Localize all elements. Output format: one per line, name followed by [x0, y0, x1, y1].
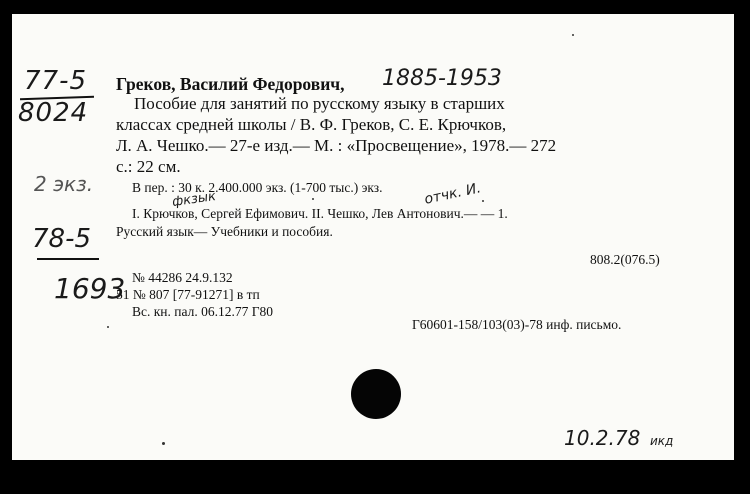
- price-line: В пер. : 30 к. 2.400.000 экз. (1-700 тыс.) экз.: [132, 180, 383, 195]
- scan-speck: [572, 34, 574, 36]
- scan-speck: [312, 198, 314, 200]
- order-line: Г60601-158/103(03)-78 инф. письмо.: [412, 317, 622, 332]
- inventory-bottom: 1693: [54, 272, 126, 305]
- annotation-1: фкзык: [171, 189, 217, 210]
- punch-hole: [351, 369, 401, 419]
- bottom-date: 10.2.78: [564, 426, 641, 450]
- author-heading: Греков, Василий Федорович,: [116, 74, 345, 94]
- record-line-1: № 44286 24.9.132: [132, 270, 233, 285]
- title-line-3: Л. А. Чешко.— 27-е изд.— М. : «Просвещение», 1978.— 272: [116, 136, 557, 155]
- author-years: 1885-1953: [382, 66, 502, 91]
- tracings-line-2: Русский язык— Учебники и пособия.: [116, 224, 333, 239]
- tracings-line-1: I. Крючков, Сергей Ефимович. II. Чешко, Лев Антонович.— — 1.: [132, 206, 508, 221]
- title-line-1: Пособие для занятий по русскому языку в старших: [134, 94, 505, 113]
- call-number-bottom: 8024: [18, 98, 89, 128]
- inventory-top: 78-5: [32, 224, 92, 254]
- catalog-card: [12, 14, 734, 460]
- scan-speck: [482, 200, 484, 202]
- title-line-2: классах средней школы / В. Ф. Греков, С. Е. Крючков,: [116, 115, 507, 134]
- call-number-top: 77-5: [24, 66, 88, 96]
- scan-speck: [162, 442, 165, 445]
- record-line-3: Вс. кн. пал. 06.12.77 Г80: [132, 304, 274, 319]
- title-line-4: с.: 22 см.: [116, 157, 181, 176]
- scan-speck: [107, 326, 109, 328]
- record-line-2: 51 № 807 [77-91271] в тп: [116, 287, 260, 302]
- bottom-mark: икд: [650, 434, 674, 448]
- inventory-rule: [37, 258, 99, 260]
- annotation-2: отчк. И.: [422, 180, 483, 208]
- classification: 808.2(076.5): [590, 252, 660, 267]
- copies-note: 2 экз.: [34, 172, 94, 196]
